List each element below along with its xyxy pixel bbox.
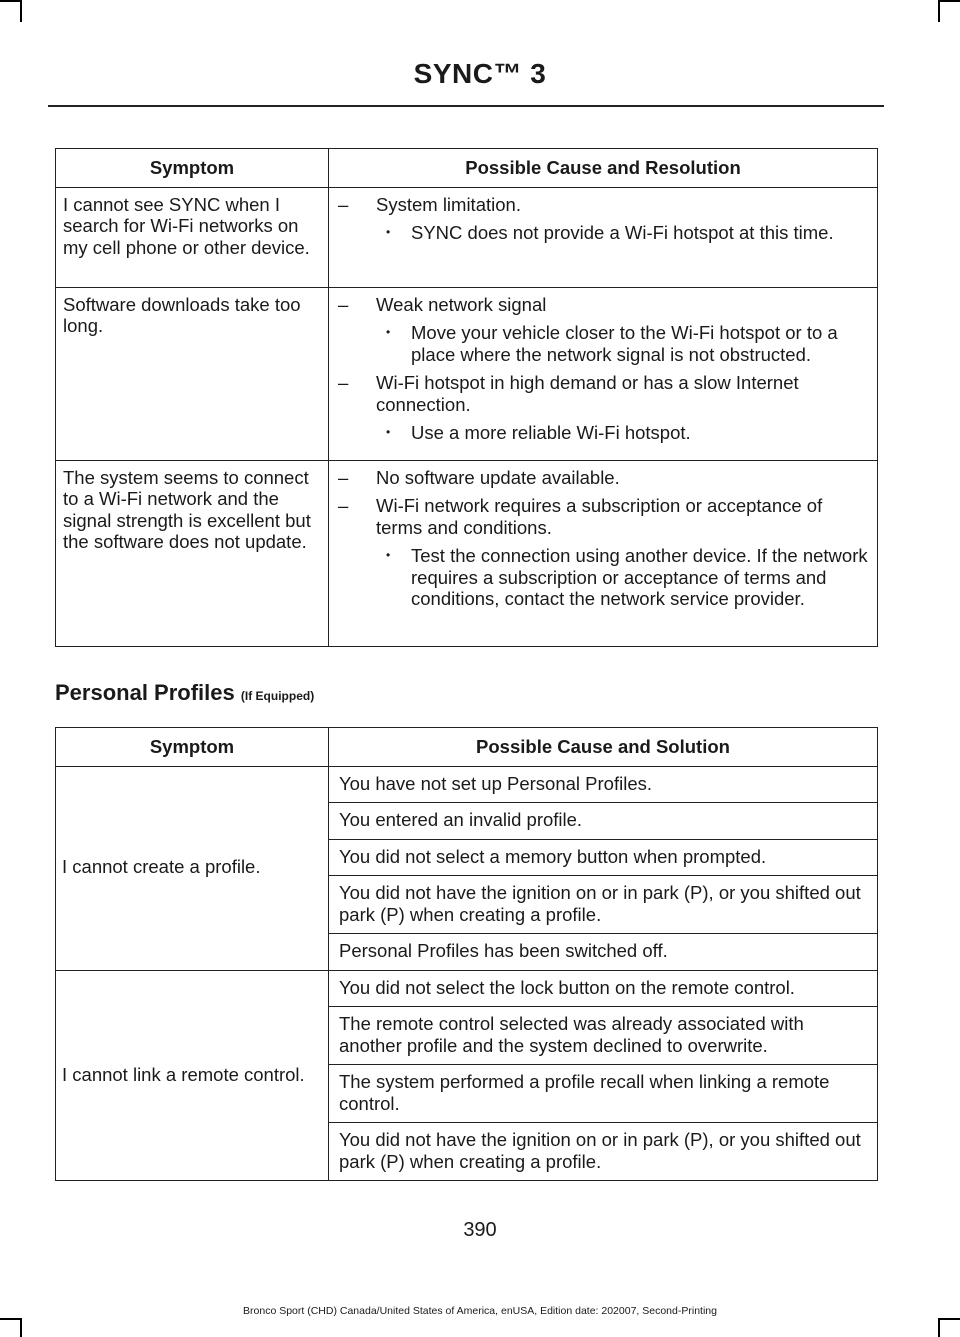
symptom-column-header: Symptom [56,149,329,188]
dash-item [336,467,869,489]
cause-column-header: Possible Cause and Resolution [329,149,878,188]
cause-cell: You did not have the ignition on or in park (P), or you shifted out park (P) when creating a profile. [329,876,878,934]
dash-item [336,372,869,415]
symptom-column-header: Symptom [56,728,329,767]
cause-cell: You did not select the lock button on the remote control. [329,970,878,1007]
cause-cell: You entered an invalid profile. [329,803,878,840]
crop-mark [938,1318,960,1320]
dash-mark: – [338,293,349,315]
cause-cell: You did not have the ignition on or in park (P), or you shifted out park (P) when creating a profile. [329,1123,878,1181]
crop-mark [0,1318,22,1320]
dash-text: No software update available. [376,466,620,488]
symptom-cell: The system seems to connect to a Wi-Fi network and the signal strength is excellent but the software does not update. [56,460,329,646]
bullet-item [336,322,869,365]
cause-cell: Personal Profiles has been switched off. [329,934,878,971]
dash-mark: – [338,495,349,516]
bullet-mark: • [386,225,391,239]
cause-cell: You did not select a memory button when prompted. [329,839,878,876]
section-heading [55,680,314,706]
crop-mark [20,1318,22,1337]
dash-mark: – [338,466,349,488]
cause-cell [329,460,878,646]
dash-text: Wi-Fi hotspot in high demand or has a slow Internet connection. [376,372,799,415]
cause-cell [329,287,878,460]
symptom-cell: I cannot create a profile. [56,766,329,970]
page-number: 390 [463,1219,497,1241]
crop-mark [938,1318,940,1337]
dash-mark: – [338,193,349,215]
bullet-text: Move your vehicle closer to the Wi-Fi hotspot or to a place where the network signal is not obstructed. [411,322,838,365]
crop-mark [20,0,22,22]
cause-cell: The system performed a profile recall when linking a remote control. [329,1065,878,1123]
table-header-row [56,728,878,767]
bullet-item [336,545,869,610]
dash-item [336,495,869,538]
dash-item [336,194,869,216]
bullet-text: Test the connection using another device. If the network requires a subscription or acceptance of terms and conditions, contact the network service provider. [411,545,868,609]
personal-profiles-troubleshooting-table [55,727,878,1181]
symptom-cell: Software downloads take too long. [56,287,329,460]
bullet-mark: • [386,325,391,339]
section-title: Personal Profiles [55,680,235,705]
sync-wifi-troubleshooting-table [55,148,878,647]
table-row [56,970,878,1007]
bullet-text: SYNC does not provide a Wi-Fi hotspot at this time. [411,222,834,243]
crop-mark [0,0,22,2]
page-header-title: SYNC™ 3 [413,58,547,89]
dash-item [336,294,869,316]
crop-mark [938,0,960,2]
dash-mark: – [338,372,349,393]
dash-text: System limitation. [376,193,521,215]
table-row [56,187,878,287]
bullet-mark: • [386,425,391,439]
crop-mark [938,0,940,22]
bullet-item [336,422,869,444]
table-row [56,766,878,803]
table-row [56,287,878,460]
header-divider [48,105,884,107]
dash-text: Wi-Fi network requires a subscription or acceptance of terms and conditions. [376,495,823,538]
cause-cell: You have not set up Personal Profiles. [329,766,878,803]
cause-cell [329,187,878,287]
symptom-cell: I cannot link a remote control. [56,970,329,1181]
symptom-cell: I cannot see SYNC when I search for Wi-Fi networks on my cell phone or other device. [56,187,329,287]
cause-column-header: Possible Cause and Solution [329,728,878,767]
dash-text: Weak network signal [376,293,547,315]
edition-footer: Bronco Sport (CHD) Canada/United States of America, enUSA, Edition date: 202007, Second-Printing [243,1305,717,1317]
bullet-item [336,222,869,244]
cause-cell: The remote control selected was already associated with another profile and the system declined to overwrite. [329,1007,878,1065]
bullet-text: Use a more reliable Wi-Fi hotspot. [411,422,691,443]
table-header-row [56,149,878,188]
section-qualifier: (If Equipped) [240,689,315,703]
bullet-mark: • [386,548,391,562]
table-row [56,460,878,646]
